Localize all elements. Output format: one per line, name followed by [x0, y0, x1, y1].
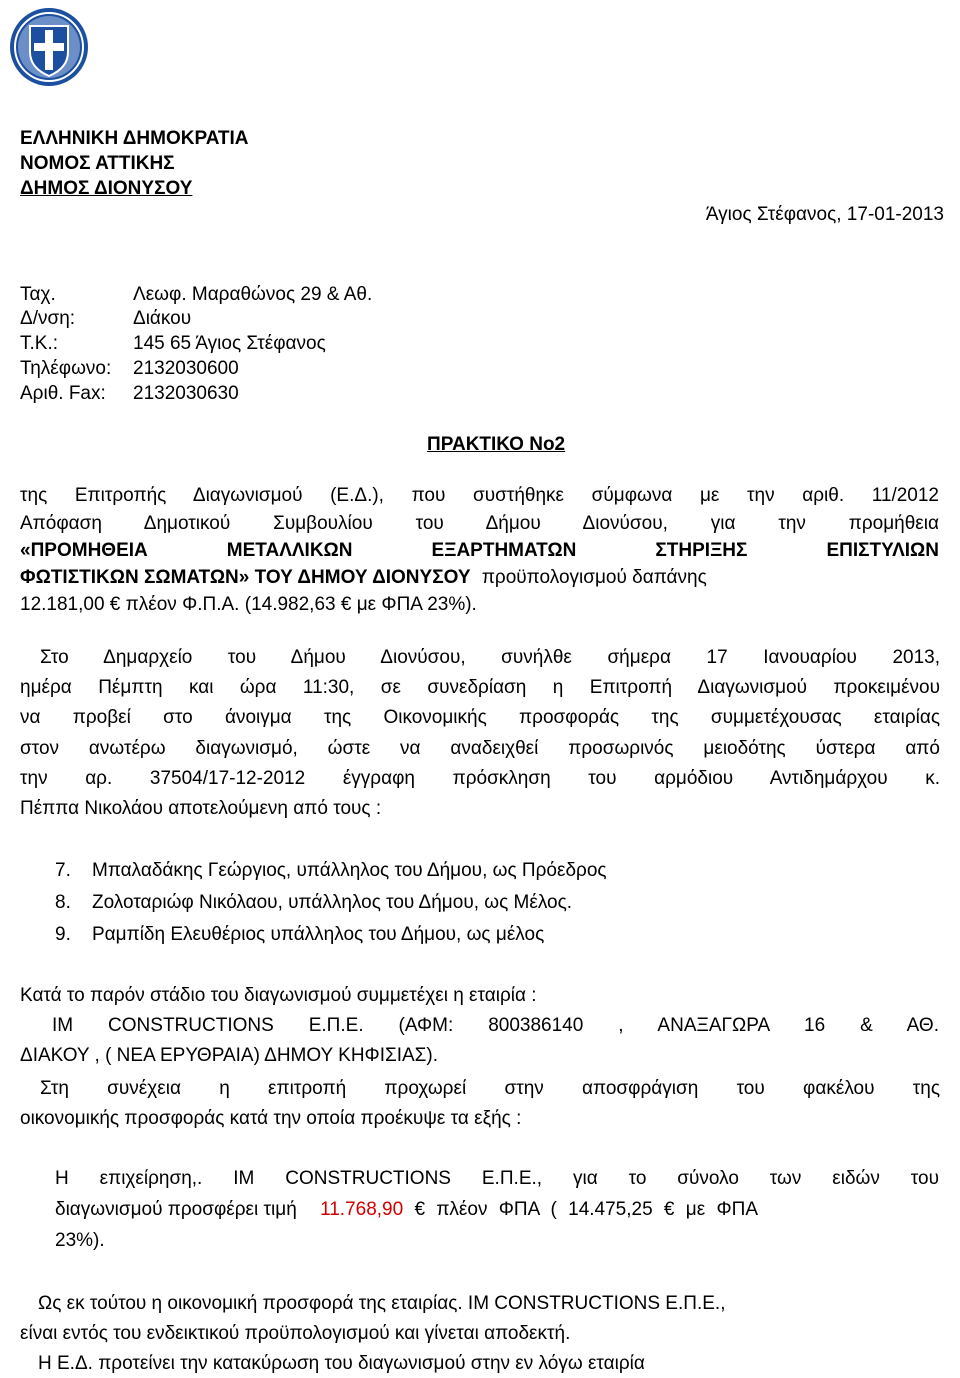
- greek-coat-of-arms-emblem: [8, 6, 90, 88]
- offer-line: [55, 1199, 939, 1221]
- member-name: Ραμπίδη Ελευθέριος υπάλληλος του Δήμου, ως μέλος: [92, 924, 545, 945]
- intro-line: της Επιτροπής Διαγωνισμού (Ε.Δ.), που συστήθηκε σύμφωνα με την αριθ. 11/2012: [20, 485, 939, 506]
- header-line-republic: ΕΛΛΗΝΙΚΗ ΔΗΜΟΚΡΑΤΙΑ: [20, 128, 249, 149]
- meeting-line: ημέρα Πέμπτη και ώρα 11:30, σε συνεδρίαση η Επιτροπή Διαγωνισμού προκειμένου: [20, 677, 940, 698]
- offer-vat-text: € πλέον ΦΠΑ ( 14.475,25 € με ΦΠΑ: [414, 1199, 759, 1220]
- member-name: Μπαλαδάκης Γεώργιος, υπάλληλος του Δήμου, ως Πρόεδρος: [92, 860, 607, 881]
- intro-line: Απόφαση Δημοτικού Συμβουλίου του Δήμου Διονύσου, για την προμήθεια: [20, 513, 939, 534]
- intro-project-title: ΦΩΤΙΣΤΙΚΩΝ ΣΩΜΑΤΩΝ» ΤΟΥ ΔΗΜΟΥ ΔΙΟΝΥΣΟΥ: [20, 567, 471, 588]
- contact-label: Αριθ. Fax:: [20, 383, 106, 404]
- contact-value: 2132030600: [133, 358, 239, 379]
- header-line-prefecture: ΝΟΜΟΣ ΑΤΤΙΚΗΣ: [20, 153, 175, 174]
- intro-line-bold: «ΠΡΟΜΗΘΕΙΑ ΜΕΤΑΛΛΙΚΩΝ ΕΞΑΡΤΗΜΑΤΩΝ ΣΤΗΡΙΞΗΣ ΕΠΙΣΤΥΛΙΩΝ: [20, 540, 939, 561]
- meeting-line: στον ανωτέρω διαγωνισμό, ώστε να αναδειχθεί προσωρινός μειοδότης ύστερα από: [20, 738, 940, 759]
- meeting-line: την αρ. 37504/17-12-2012 έγγραφη πρόσκληση του αρμόδιου Αντιδημάρχου κ.: [20, 768, 940, 789]
- contact-value: Διάκου: [133, 308, 192, 329]
- offer-price: 11.768,90: [320, 1199, 404, 1220]
- contact-label: Ταχ.: [20, 284, 56, 305]
- participation-line: Κατά το παρόν στάδιο του διαγωνισμού συμμετέχει η εταιρία :: [20, 985, 537, 1006]
- participation-line: ΙΜ CONSTRUCTIONS Ε.Π.Ε. (ΑΦΜ: 800386140 , ΑΝΑΞΑΓΩΡΑ 16 & ΑΘ.: [52, 1015, 939, 1036]
- document-title: ΠΡΑΚΤΙΚΟ Νο2: [427, 434, 566, 455]
- participation-line: ΔΙΑΚΟΥ , ( ΝΕΑ ΕΡΥΘΡΑΙΑ) ΔΗΜΟΥ ΚΗΦΙΣΙΑΣ).: [20, 1045, 439, 1066]
- contact-label: Τ.Κ.:: [20, 333, 59, 354]
- offer-line: Η επιχείρηση,. ΙΜ CONSTRUCTIONS Ε.Π.Ε., για το σύνολο των ειδών του: [55, 1168, 939, 1189]
- conclusion-line: είναι εντός του ενδεικτικού προϋπολογισμού και γίνεται αποδεκτή.: [20, 1323, 571, 1344]
- member-number: 7.: [55, 860, 71, 881]
- contact-value: 2132030630: [133, 383, 239, 404]
- contact-value: 145 65 Άγιος Στέφανος: [133, 333, 326, 354]
- intro-budget-label: προϋπολογισμού δαπάνης: [481, 567, 707, 588]
- meeting-line: Στο Δημαρχείο του Δήμου Διονύσου, συνήλθε σήμερα 17 Ιανουαρίου 2013,: [40, 647, 940, 668]
- opening-line: οικονομικής προσφοράς κατά την οποία προέκυψε τα εξής :: [20, 1108, 522, 1129]
- member-name: Ζολοταριώφ Νικόλαου, υπάλληλος του Δήμου, ως Μέλος.: [92, 892, 573, 913]
- contact-value: Λεωφ. Μαραθώνος 29 & Αθ.: [133, 284, 373, 305]
- meeting-line: να προβεί στο άνοιγμα της Οικονομικής προσφοράς της συμμετέχουσας εταιρίας: [20, 707, 940, 728]
- conclusion-line: Ως εκ τούτου η οικονομική προσφορά της εταιρίας. ΙΜ CONSTRUCTIONS Ε.Π.Ε.,: [38, 1293, 726, 1314]
- opening-line: Στη συνέχεια η επιτροπή προχωρεί στην αποσφράγιση του φακέλου της: [40, 1078, 940, 1099]
- offer-line: 23%).: [55, 1230, 105, 1251]
- contact-label: Δ/νση:: [20, 308, 76, 329]
- meeting-line: Πέππα Νικολάου αποτελούμενη από τους :: [20, 798, 382, 819]
- intro-line: 12.181,00 € πλέον Φ.Π.Α. (14.982,63 € με ΦΠΑ 23%).: [20, 594, 477, 615]
- header-line-municipality: ΔΗΜΟΣ ΔΙΟΝΥΣΟΥ: [20, 178, 193, 199]
- place-date: Άγιος Στέφανος, 17-01-2013: [705, 204, 944, 225]
- conclusion-line: Η Ε.Δ. προτείνει την κατακύρωση του διαγωνισμού στην εν λόγω εταιρία: [38, 1353, 645, 1374]
- offer-text: διαγωνισμού προσφέρει τιμή: [55, 1199, 297, 1220]
- intro-line: [20, 567, 939, 589]
- member-number: 8.: [55, 892, 71, 913]
- member-number: 9.: [55, 924, 71, 945]
- contact-label: Τηλέφωνο:: [20, 358, 112, 379]
